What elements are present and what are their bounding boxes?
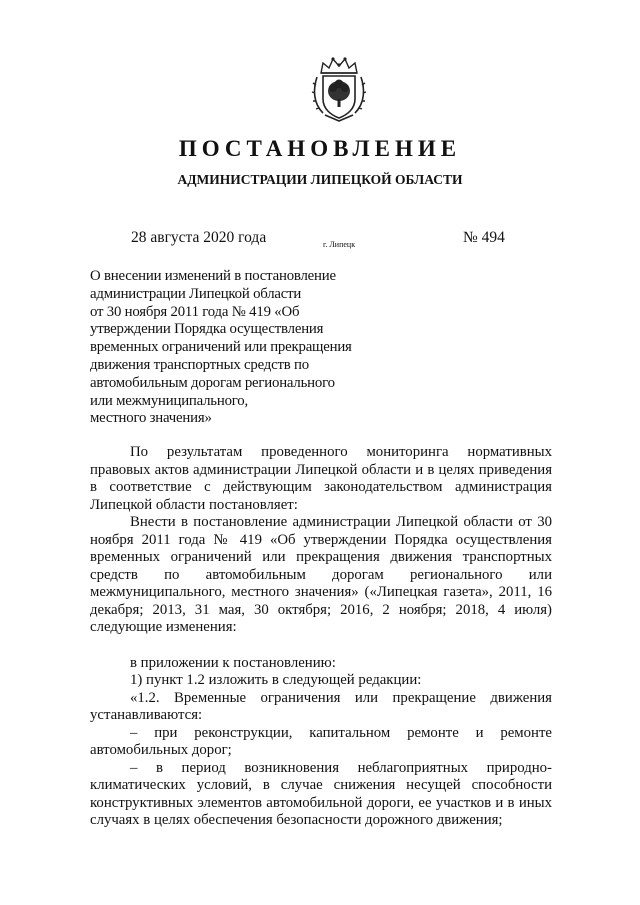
body-paragraph: «1.2. Временные ограничения или прекращение движения устанавливаются: xyxy=(90,689,552,723)
heading-line: движения транспортных средств по xyxy=(90,356,309,373)
document-body xyxy=(90,444,552,830)
document-heading xyxy=(90,268,380,428)
heading-line: от 30 ноября 2011 года № 419 «Об xyxy=(90,303,300,320)
lipetsk-region-coat-of-arms-icon xyxy=(311,55,367,123)
document-number: № 494 xyxy=(463,229,505,246)
body-paragraph: По результатам проведенного мониторинга нормативных правовых актов администрации Липецкой области и в целях приведения в соответствие с действующим законодательством администрация Липецкой области постановляет: xyxy=(90,444,552,513)
document-date: 28 августа 2020 года xyxy=(131,229,267,246)
heading-line: администрации Липецкой области xyxy=(90,285,302,302)
document-subtitle: АДМИНИСТРАЦИИ ЛИПЕЦКОЙ ОБЛАСТИ xyxy=(177,172,463,187)
heading-line: утверждении Порядка осуществления xyxy=(90,321,324,338)
document-title: ПОСТАНОВЛЕНИЕ xyxy=(178,136,462,161)
document-city: г. Липецк xyxy=(323,240,356,249)
body-paragraph: 1) пункт 1.2 изложить в следующей редакции: xyxy=(130,672,422,688)
body-paragraph: – в период возникновения неблагоприятных природно-климатических условий, в случае снижения несущей способности конструктивных элементов автомобильной дороги, ее участков и в иных случаях в целях обеспечения безопасности дорожного движения; xyxy=(90,759,552,828)
body-paragraph: – при реконструкции, капитальном ремонте и ремонте автомобильных дорог; xyxy=(90,724,552,758)
heading-line: автомобильным дорогам регионального xyxy=(90,374,335,391)
heading-line: временных ограничений или прекращения xyxy=(90,339,352,356)
body-paragraph: Внести в постановление администрации Липецкой области от 30 ноября 2011 года № 419 «Об утверждении Порядка осуществления временных ограничений или прекращения движения транспортных средств по автомобильным дорогам регионального или межмуниципального, местного значения» («Липецкая газета», 2011, 16 декабря; 2013, 31 мая, 30 октября; 2016, 2 ноября; 2018, 4 июля) следующие изменения: xyxy=(90,514,552,635)
body-paragraph: в приложении к постановлению: xyxy=(130,654,336,671)
heading-line: или межмуниципального, xyxy=(90,392,248,409)
heading-line: О внесении изменений в постановление xyxy=(90,268,336,284)
heading-line: местного значения» xyxy=(90,410,212,427)
